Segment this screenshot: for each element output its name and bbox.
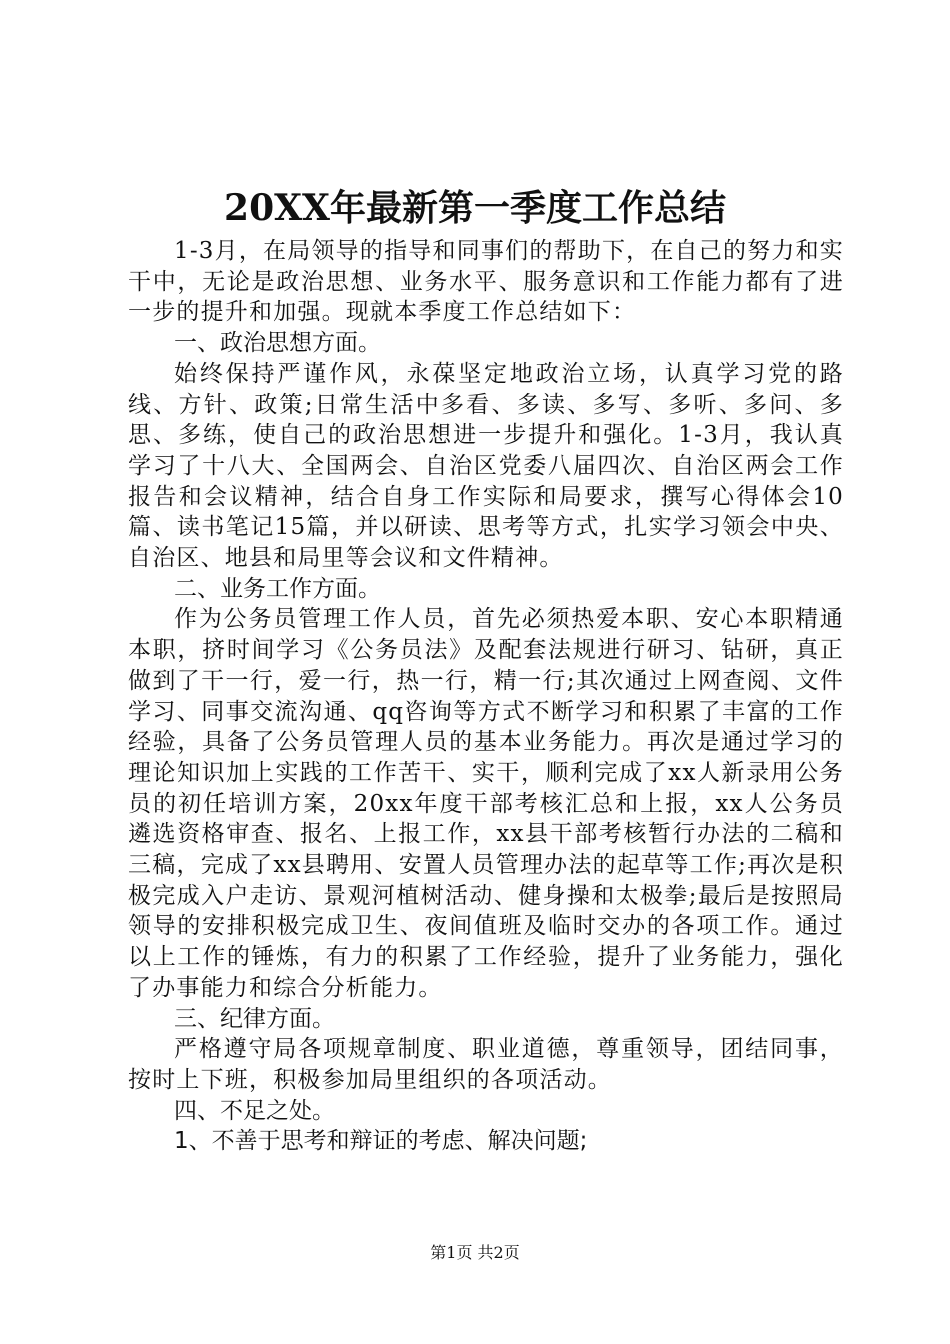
- section-body-politics: 始终保持严谨作风，永葆坚定地政治立场，认真学习党的路线、方针、政策;日常生活中多看、多读、多写、多听、多问、多思、多练，使自己的政治思想进一步提升和强化。1-3月，我认真学习了十八大、全国两会、自治区党委八届四次、自治区两会工作报告和会议精神，结合自身工作实际和局要求，撰写心得体会10篇、读书笔记15篇，并以研读、思考等方式，扎实学习领会中央、自治区、地县和局里等会议和文件精神。: [128, 360, 844, 572]
- section-heading-shortcomings: 四、不足之处。: [174, 1097, 335, 1124]
- section-heading-work: 二、业务工作方面。: [174, 575, 381, 602]
- page-footer: 第1页 共2页: [430, 1243, 520, 1262]
- section-body-discipline: 严格遵守局各项规章制度、职业道德，尊重领导，团结同事，按时上下班，积极参加局里组织的各项活动。: [128, 1036, 844, 1093]
- section-body-work: 作为公务员管理工作人员，首先必须热爱本职、安心本职精通本职，挤时间学习《公务员法》及配套法规进行研习、钻研，真正做到了干一行，爱一行，热一行，精一行;其次通过上网查阅、文件学习、同事交流沟通、qq咨询等方式不断学习和积累了丰富的工作经验，具备了公务员管理人员的基本业务能力。再次是通过学习的理论知识加上实践的工作苦干、实干，顺利完成了xx人新录用公务员的初任培训方案，20xx年度干部考核汇总和上报，xx人公务员遴选资格审查、报名、上报工作，xx县干部考核暂行办法的二稿和三稿，完成了xx县聘用、安置人员管理办法的起草等工作;再次是积极完成入户走访、景观河植树活动、健身操和太极拳;最后是按照局领导的安排积极完成卫生、夜间值班及临时交办的各项工作。通过以上工作的锤炼，有力的积累了工作经验，提升了业务能力，强化了办事能力和综合分析能力。: [128, 606, 844, 1001]
- document-title: 20XX年最新第一季度工作总结: [224, 187, 726, 229]
- intro-paragraph: 1-3月，在局领导的指导和同事们的帮助下，在自己的努力和实干中，无论是政治思想、业务水平、服务意识和工作能力都有了进一步的提升和加强。现就本季度工作总结如下：: [128, 238, 844, 326]
- section-heading-discipline: 三、纪律方面。: [174, 1005, 335, 1032]
- shortcoming-item-1: 1、不善于思考和辩证的考虑、解决问题;: [174, 1128, 588, 1155]
- section-heading-politics: 一、政治思想方面。: [174, 330, 381, 357]
- document-body: [128, 236, 844, 1157]
